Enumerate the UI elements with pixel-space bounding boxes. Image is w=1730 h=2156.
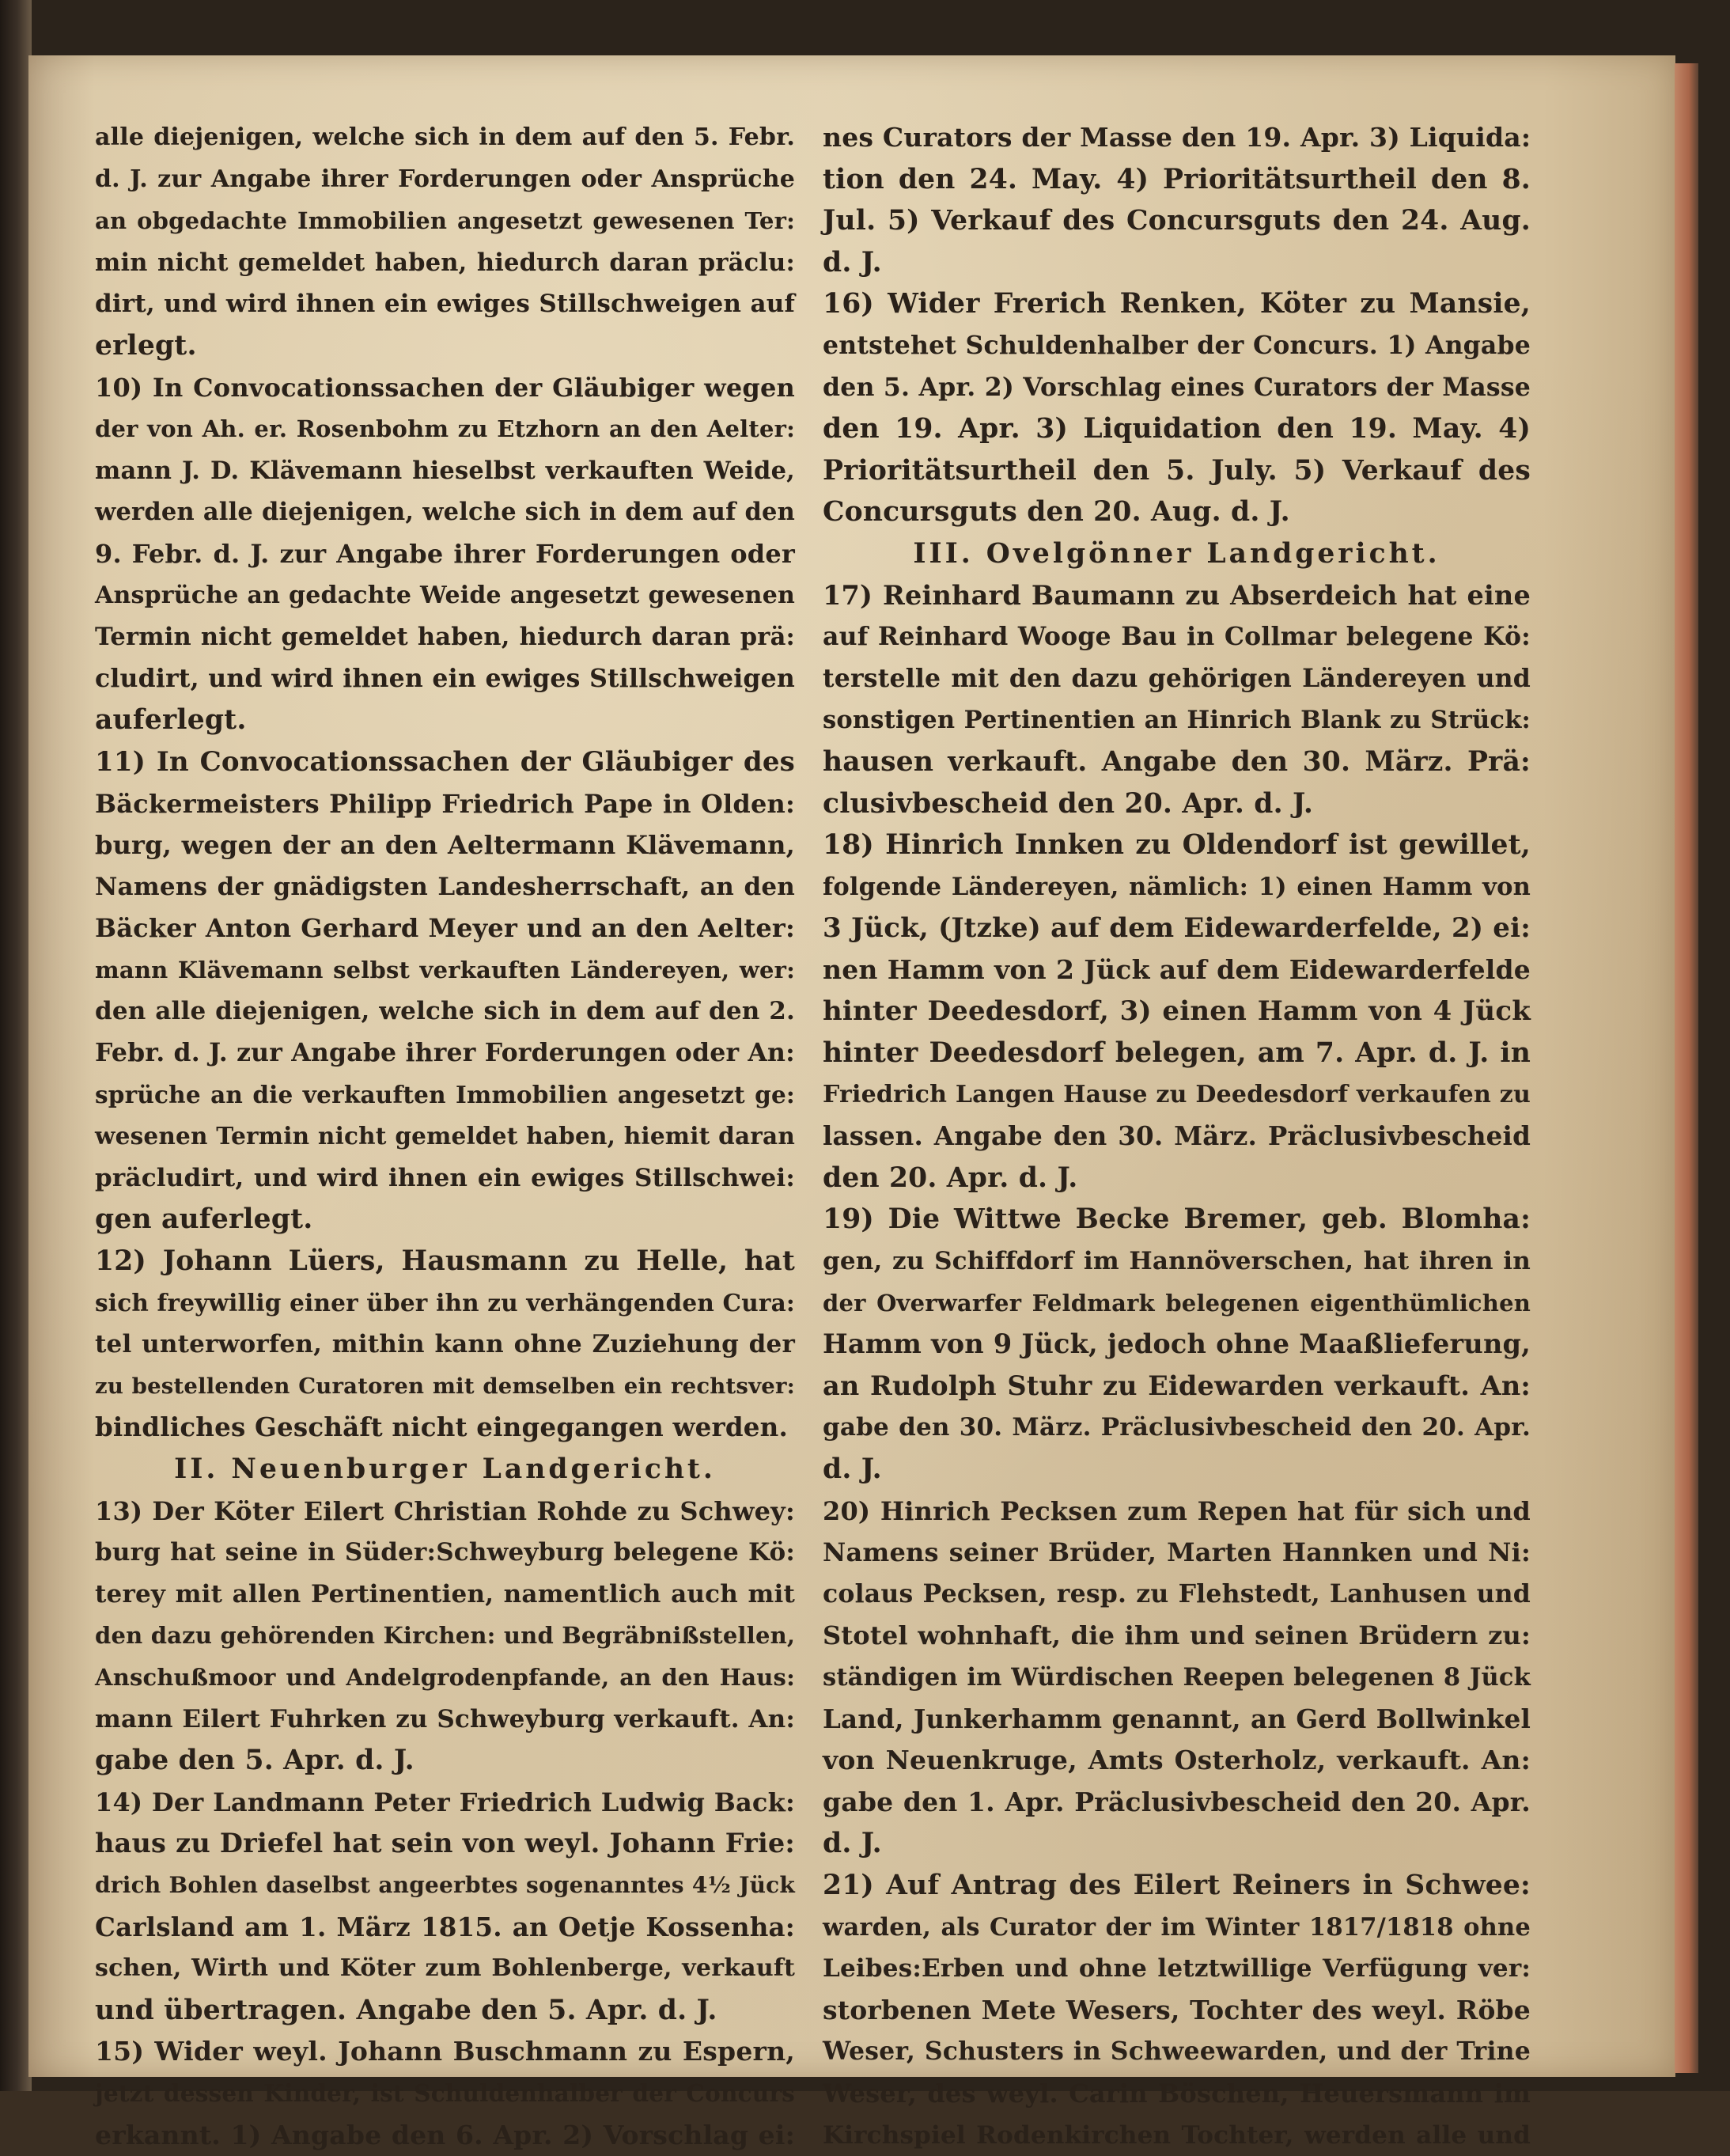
- text-line: erkannt. 1) Angabe den 6. Apr. 2) Vorschlag ei:: [95, 2115, 795, 2156]
- text-line: warden, als Curator der im Winter 1817/1818 ohne: [823, 1907, 1531, 1949]
- text-line: Namens der gnädigsten Landesherrschaft, an den: [95, 866, 795, 908]
- text-line: gen auferlegt.: [95, 1199, 795, 1241]
- text-line: den 20. Apr. d. J.: [823, 1158, 1531, 1199]
- text-line: 11) In Convocationssachen der Gläubiger des: [95, 741, 795, 783]
- text-line: cludirt, und wird ihnen ein ewiges Stillschweigen: [95, 658, 795, 700]
- text-line: jetzt dessen Kinder, ist Schuldenhalber der Concurs: [95, 2073, 795, 2115]
- text-line: 21) Auf Antrag des Eilert Reiners in Schwee:: [823, 1865, 1531, 1907]
- text-line: colaus Pecksen, resp. zu Flehstedt, Lanhusen und: [823, 1574, 1531, 1616]
- left-column: [95, 117, 795, 2156]
- text-line: Termin nicht gemeldet haben, hiedurch daran prä:: [95, 616, 795, 658]
- text-line: mann Klävemann selbst verkauften Ländereyen, wer:: [95, 949, 795, 991]
- text-line: 19) Die Wittwe Becke Bremer, geb. Blomha:: [823, 1199, 1531, 1241]
- text-line: Febr. d. J. zur Angabe ihrer Forderungen oder An:: [95, 1033, 795, 1074]
- text-line: 10) In Convocationssachen der Gläubiger wegen: [95, 367, 795, 409]
- text-line: haus zu Driefel hat sein von weyl. Johann Frie:: [95, 1823, 795, 1865]
- text-line: burg hat seine in Süder:Schweyburg belegene Kö:: [95, 1532, 795, 1574]
- text-line: 17) Reinhard Baumann zu Abserdeich hat eine: [823, 575, 1531, 617]
- text-line: alle diejenigen, welche sich in dem auf den 5. Febr.: [95, 117, 795, 159]
- text-line: Friedrich Langen Hause zu Deedesdorf verkaufen zu: [823, 1074, 1531, 1116]
- text-line: den dazu gehörenden Kirchen: und Begräbnißstellen,: [95, 1615, 795, 1657]
- text-line: Leibes:Erben und ohne letztwillige Verfügung ver:: [823, 1948, 1531, 1990]
- right-column: [823, 117, 1531, 2156]
- text-line: schen, Wirth und Köter zum Bohlenberge, verkauft: [95, 1948, 795, 1990]
- text-line: 14) Der Landmann Peter Friedrich Ludwig Back:: [95, 1782, 795, 1824]
- text-line: hinter Deedesdorf, 3) einen Hamm von 4 Jück: [823, 991, 1531, 1033]
- text-line: an Rudolph Stuhr zu Eidewarden verkauft. An:: [823, 1366, 1531, 1408]
- text-line: 20) Hinrich Pecksen zum Repen hat für sich und: [823, 1491, 1531, 1533]
- text-line: mann Eilert Fuhrken zu Schweyburg verkauft. An:: [95, 1699, 795, 1741]
- text-line: gabe den 30. März. Präclusivbescheid den 20. Apr.: [823, 1407, 1531, 1449]
- text-line: Bäcker Anton Gerhard Meyer und an den Aelter:: [95, 907, 795, 949]
- text-line: den 5. Apr. 2) Vorschlag eines Curators der Masse: [823, 367, 1531, 409]
- text-line: auferlegt.: [95, 699, 795, 741]
- text-line: gen, zu Schiffdorf im Hannöverschen, hat ihren in: [823, 1241, 1531, 1283]
- text-line: 13) Der Köter Eilert Christian Rohde zu Schwey:: [95, 1491, 795, 1533]
- text-line: von Neuenkruge, Amts Osterholz, verkauft. An:: [823, 1740, 1531, 1782]
- text-line: hinter Deedesdorf belegen, am 7. Apr. d. J. in: [823, 1033, 1531, 1074]
- text-line: Ansprüche an gedachte Weide angesetzt gewesenen: [95, 575, 795, 617]
- text-line: d. J.: [823, 242, 1531, 284]
- text-line: erlegt.: [95, 325, 795, 367]
- text-line: Kirchspiel Rodenkirchen Tochter, werden alle und: [823, 2115, 1531, 2156]
- text-line: Carlsland am 1. März 1815. an Oetje Kossenha:: [95, 1907, 795, 1949]
- text-line: terey mit allen Pertinentien, namentlich auch mit: [95, 1574, 795, 1616]
- text-line: drich Bohlen daselbst angeerbtes sogenanntes 4½ Jück: [95, 1865, 795, 1907]
- text-line: nen Hamm von 2 Jück auf dem Eidewarderfelde: [823, 949, 1531, 991]
- text-line: Stotel wohnhaft, die ihm und seinen Brüdern zu:: [823, 1615, 1531, 1657]
- text-line: werden alle diejenigen, welche sich in dem auf den: [95, 491, 795, 533]
- text-line: den 19. Apr. 3) Liquidation den 19. May. 4): [823, 408, 1531, 450]
- previous-page-edge: [0, 0, 32, 2091]
- text-line: bindliches Geschäft nicht eingegangen werden.: [95, 1407, 795, 1449]
- text-line: dirt, und wird ihnen ein ewiges Stillschweigen auf: [95, 283, 795, 325]
- text-line: Anschußmoor und Andelgrodenpfande, an den Haus:: [95, 1657, 795, 1699]
- text-line: auf Reinhard Wooge Bau in Collmar belegene Kö:: [823, 616, 1531, 658]
- text-line: der von Ah. er. Rosenbohm zu Etzhorn an den Aelter:: [95, 408, 795, 450]
- text-line: lassen. Angabe den 30. März. Präclusivbescheid: [823, 1116, 1531, 1158]
- text-line: Namens seiner Brüder, Marten Hannken und Ni:: [823, 1532, 1531, 1574]
- text-line: sprüche an die verkauften Immobilien angesetzt ge:: [95, 1074, 795, 1116]
- text-line: tel unterworfen, mithin kann ohne Zuziehung der: [95, 1324, 795, 1366]
- text-line: d. J. zur Angabe ihrer Forderungen oder Ansprüche: [95, 159, 795, 201]
- text-line: Jul. 5) Verkauf des Concursguts den 24. Aug.: [823, 200, 1531, 242]
- text-line: burg, wegen der an den Aeltermann Klävemann,: [95, 824, 795, 866]
- text-line: Weser, des weyl. Carin Böschen, Heuersmann im: [823, 2073, 1531, 2115]
- text-line: Hamm von 9 Jück, jedoch ohne Maaßlieferung,: [823, 1324, 1531, 1366]
- text-line: ständigen im Würdischen Reepen belegenen 8 Jück: [823, 1657, 1531, 1699]
- text-line: tion den 24. May. 4) Prioritätsurtheil den 8.: [823, 159, 1531, 201]
- text-line: terstelle mit den dazu gehörigen Ländereyen und: [823, 658, 1531, 700]
- section-heading: II. Neuenburger Landgericht.: [95, 1449, 795, 1491]
- text-line: mann J. D. Klävemann hieselbst verkauften Weide,: [95, 450, 795, 492]
- text-line: gabe den 1. Apr. Präclusivbescheid den 20. Apr.: [823, 1782, 1531, 1824]
- text-line: 16) Wider Frerich Renken, Köter zu Mansie,: [823, 283, 1531, 325]
- text-line: Weser, Schusters in Schweewarden, und der Trine: [823, 2031, 1531, 2073]
- text-line: an obgedachte Immobilien angesetzt gewesenen Ter:: [95, 200, 795, 242]
- text-line: der Overwarfer Feldmark belegenen eigenthümlichen: [823, 1283, 1531, 1324]
- text-line: wesenen Termin nicht gemeldet haben, hiemit daran: [95, 1116, 795, 1158]
- text-line: Concursguts den 20. Aug. d. J.: [823, 491, 1531, 533]
- text-line: 18) Hinrich Innken zu Oldendorf ist gewillet,: [823, 824, 1531, 866]
- text-line: folgende Ländereyen, nämlich: 1) einen Hamm von: [823, 866, 1531, 908]
- text-line: den alle diejenigen, welche sich in dem auf den 2.: [95, 991, 795, 1033]
- text-line: Land, Junkerhamm genannt, an Gerd Bollwinkel: [823, 1699, 1531, 1741]
- text-line: storbenen Mete Wesers, Tochter des weyl. Röbe: [823, 1990, 1531, 2032]
- text-line: min nicht gemeldet haben, hiedurch daran präclu:: [95, 242, 795, 284]
- text-line: 15) Wider weyl. Johann Buschmann zu Espern,: [95, 2031, 795, 2073]
- text-line: und übertragen. Angabe den 5. Apr. d. J.: [95, 1990, 795, 2032]
- text-line: sich freywillig einer über ihn zu verhängenden Cura:: [95, 1283, 795, 1324]
- text-line: zu bestellenden Curatoren mit demselben ein rechtsver:: [95, 1366, 795, 1408]
- text-line: clusivbescheid den 20. Apr. d. J.: [823, 783, 1531, 825]
- text-line: Prioritätsurtheil den 5. July. 5) Verkauf des: [823, 450, 1531, 492]
- text-line: Bäckermeisters Philipp Friedrich Pape in Olden:: [95, 783, 795, 825]
- text-line: hausen verkauft. Angabe den 30. März. Prä:: [823, 741, 1531, 783]
- text-line: d. J.: [823, 1823, 1531, 1865]
- section-heading: III. Ovelgönner Landgericht.: [823, 533, 1531, 575]
- page-edge: [1675, 63, 1698, 2073]
- text-line: sonstigen Pertinentien an Hinrich Blank zu Strück:: [823, 699, 1531, 741]
- text-line: 12) Johann Lüers, Hausmann zu Helle, hat: [95, 1241, 795, 1283]
- text-line: präcludirt, und wird ihnen ein ewiges Stillschwei:: [95, 1158, 795, 1199]
- text-line: 9. Febr. d. J. zur Angabe ihrer Forderungen oder: [95, 533, 795, 575]
- text-line: d. J.: [823, 1449, 1531, 1491]
- text-line: nes Curators der Masse den 19. Apr. 3) Liquida:: [823, 117, 1531, 159]
- text-line: 3 Jück, (Jtzke) auf dem Eidewarderfelde, 2) ei:: [823, 907, 1531, 949]
- text-line: entstehet Schuldenhalber der Concurs. 1) Angabe: [823, 325, 1531, 367]
- text-line: gabe den 5. Apr. d. J.: [95, 1740, 795, 1782]
